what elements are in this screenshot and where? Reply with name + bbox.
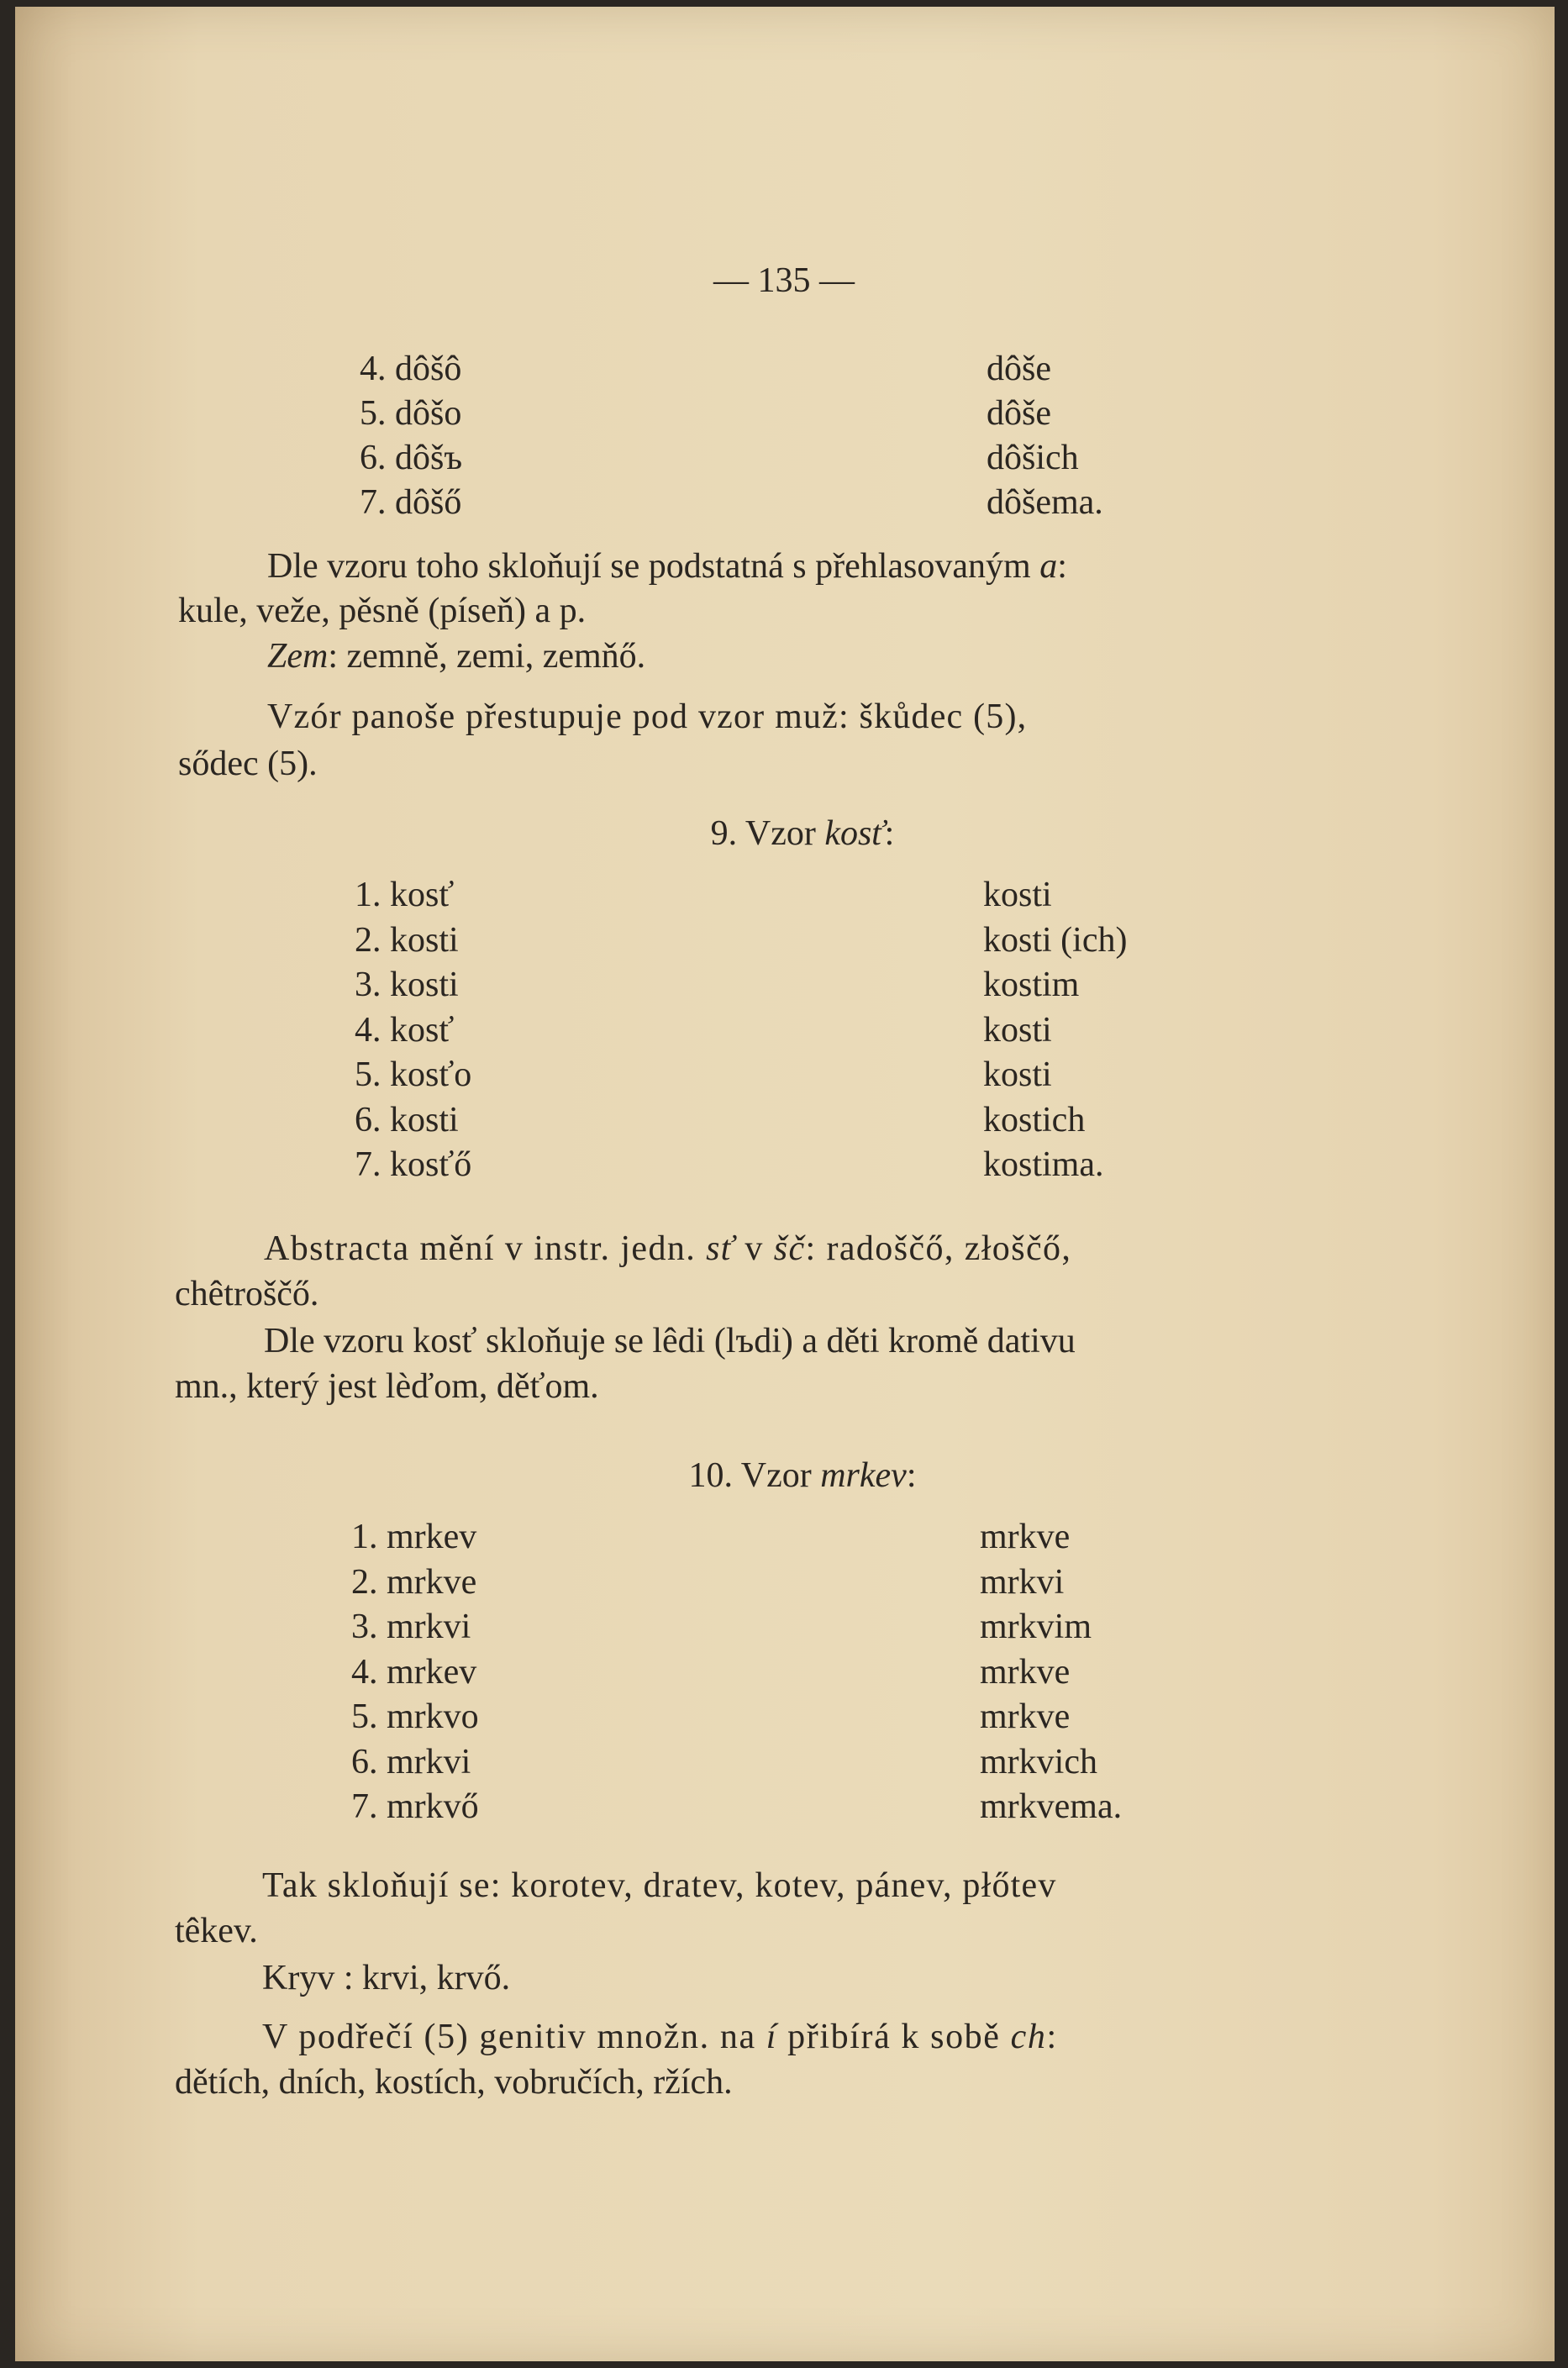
plural-form: mrkve <box>980 1697 1071 1736</box>
plural-form: kosti <box>983 1055 1052 1094</box>
singular-form: 1. kosť <box>355 876 455 914</box>
book-page <box>15 7 1555 2361</box>
singular-form: 6. dôšъ <box>360 439 463 477</box>
podreci-line2: dětích, dních, kostích, vobručích, ržích. <box>175 2063 733 2102</box>
singular-form: 6. mrkvi <box>351 1742 471 1781</box>
page-number: — 135 — <box>713 261 855 300</box>
abstracta-line2: chêtroščő. <box>175 1275 319 1313</box>
plural-form: mrkvim <box>980 1608 1092 1646</box>
singular-form: 3. kosti <box>355 966 459 1004</box>
heading-vzor-kost: 9. Vzor kosť: <box>710 814 895 853</box>
dle-vzoru-kost-line2: mn., který jest lèďom, děťom. <box>175 1367 599 1406</box>
singular-form: 4. dôšô <box>360 350 462 388</box>
tak-line2: têkev. <box>175 1912 258 1950</box>
plural-form: kosti <box>983 876 1052 914</box>
plural-form: dôšema. <box>987 483 1103 522</box>
plural-form: kosti (ich) <box>983 920 1128 960</box>
zem-line: Zem: zemně, zemi, zemňő. <box>267 637 646 676</box>
para-prehlasovane-line1: Dle vzoru toho skloňují se podstatná s přehlasovaným a: <box>267 547 1067 586</box>
kryv-line: Kryv : krvi, krvő. <box>262 1959 511 1997</box>
singular-form: 5. dôšo <box>360 394 462 433</box>
singular-form: 3. mrkvi <box>351 1608 471 1646</box>
heading-vzor-mrkev: 10. Vzor mrkev: <box>688 1456 917 1495</box>
vzor-panose-line2: sődec (5). <box>178 745 318 783</box>
plural-form: dôše <box>987 350 1051 388</box>
plural-form: mrkve <box>980 1518 1071 1556</box>
plural-form: dôše <box>987 394 1051 433</box>
plural-form: mrkve <box>980 1652 1071 1692</box>
singular-form: 4. mrkev <box>351 1652 477 1692</box>
plural-form: kostich <box>983 1100 1086 1139</box>
tak-line1: Tak skloňují se: korotev, dratev, kotev, pánev, płőtev <box>262 1866 1057 1905</box>
plural-form: mrkvich <box>980 1742 1097 1781</box>
plural-form: mrkvi <box>980 1562 1065 1602</box>
abstracta-line1: Abstracta mění v instr. jedn. sť v šč: radoščő, złoščő, <box>264 1229 1072 1268</box>
singular-form: 6. kosti <box>355 1100 459 1139</box>
vzor-panose-line1: Vzór panoše přestupuje pod vzor muž: škůdec (5), <box>267 697 1028 736</box>
singular-form: 5. mrkvo <box>351 1697 479 1736</box>
plural-form: kostima. <box>983 1145 1104 1184</box>
dle-vzoru-kost-line1: Dle vzoru kosť skloňuje se lêdi (lъdi) a děti kromě dativu <box>264 1322 1076 1360</box>
plural-form: dôšich <box>987 439 1079 477</box>
singular-form: 1. mrkev <box>351 1518 477 1556</box>
singular-form: 7. mrkvő <box>351 1787 479 1826</box>
singular-form: 7. dôšő <box>360 483 462 522</box>
plural-form: mrkvema. <box>980 1787 1123 1826</box>
para-prehlasovane-line2: kule, veže, pěsně (píseň) a p. <box>178 592 587 630</box>
podreci-line1: V podřečí (5) genitiv množn. na í přibírá k sobě ch: <box>262 2018 1058 2056</box>
singular-form: 4. kosť <box>355 1010 455 1050</box>
plural-form: kostim <box>983 966 1080 1004</box>
singular-form: 2. kosti <box>355 920 459 960</box>
singular-form: 5. kosťo <box>355 1055 472 1094</box>
singular-form: 7. kosťő <box>355 1145 472 1184</box>
singular-form: 2. mrkve <box>351 1562 477 1602</box>
plural-form: kosti <box>983 1010 1052 1050</box>
